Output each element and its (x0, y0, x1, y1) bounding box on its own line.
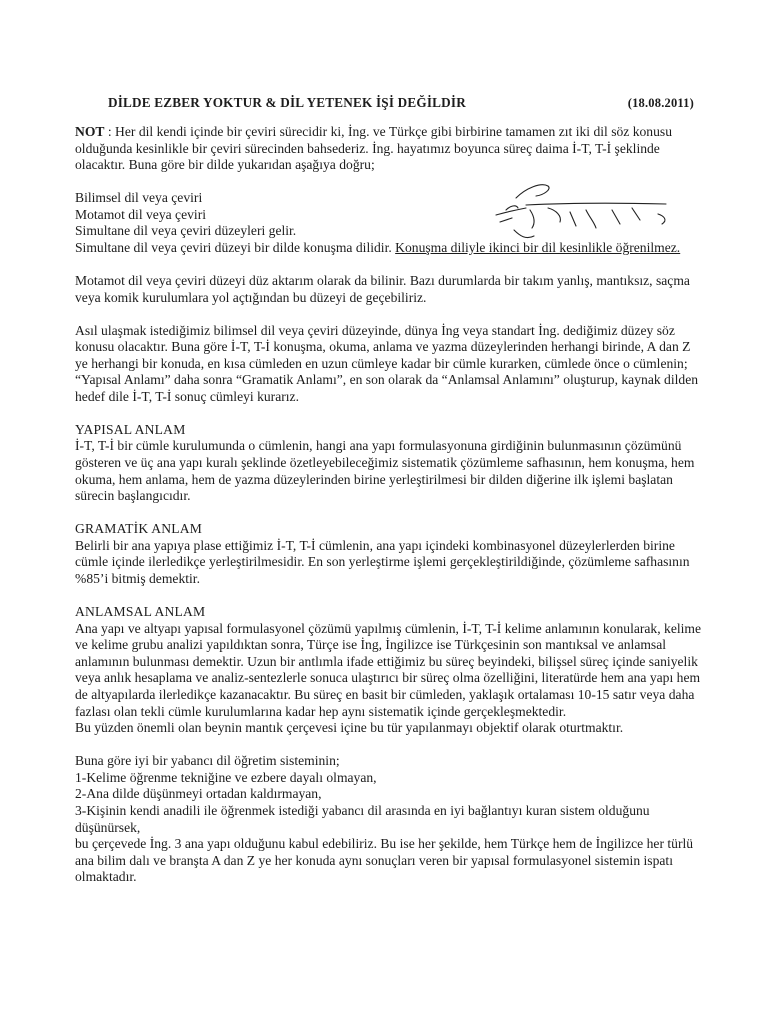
conclusion-item: 1-Kelime öğrenme tekniğine ve ezbere dayalı olmayan, (75, 769, 377, 785)
title-row (108, 95, 694, 111)
level-text: Simultane dil veya çeviri düzeyi bir dilde konuşma dilidir. (75, 239, 396, 255)
note-text: : Her dil kendi içinde bir çeviri sürecidir ki, İng. ve Türkçe gibi birbirine tamamen zıt iki dil söz konusu olduğunda kesinlikle bir çeviri sürecinden bahsederiz. İng. hayatımız boyunca süreç daima İ-T, T-İ şeklinde olacaktır. Buna göre bir dilde yukarıdan aşağıya doğru; (75, 124, 672, 173)
level-line (75, 240, 704, 257)
note-paragraph (75, 124, 704, 174)
motamot-paragraph: Motamot dil veya çeviri düzeyi düz aktarım olarak da bilinir. Bazı durumlarda bir takım yanlış, mantıksız, saçma veya komik kurulumlara yol açtığından bu düzeyi de geçebiliriz. (75, 272, 690, 305)
main-paragraph: Asıl ulaşmak istediğimiz bilimsel dil veya çeviri düzeyinde, dünya İng veya standart İng. dediğimiz düzey söz konusu olacaktır. Buna göre İ-T, T-İ konuşma, okuma, anlama ve yazma düzeylerinden herhangi birinde, A dan Z ye herhangi bir konuda, en kısa cümleden en uzun cümleye kadar bir cümle kurarken, cümlede önce o cümlenin; “Yapısal Anlamı” daha sonra “Gramatik Anlamı”, en son olarak da “Anlamsal Anlamını” oluşturup, kaynak dilden hedef dile İ-T, T-İ sonuç cümleyi kurarız. (75, 322, 699, 404)
section-text-gramatik: Belirli bir ana yapıya plase ettiğimiz İ-T, T-İ cümlenin, ana yapı içindeki kombinasyonel düzeylerlerden birine cümle içinde ilerledikçe yerleştirilmesidir. En son yerleştirme işlemi gerçekleştirildiğinde, çözümleme safhasının %85’i bitmiş demektir. (75, 537, 690, 587)
document-date: (18.08.2011) (627, 96, 694, 110)
level-line: Simultane dil veya çeviri düzeyleri gelir. (75, 223, 297, 239)
section-text-anlamsal-conclusion: Bu yüzden önemli olan beynin mantık çerçevesi içine bu tür yapılanmayı objektif olarak oturtmaktır. (75, 720, 624, 736)
conclusion-final: bu çerçevede İng. 3 ana yapı olduğunu kabul edebiliriz. Bu ise her şekilde, hem Türkçe hem de İngilizce her türlü ana bilim dalı ve branşta A dan Z ye her konuda aynı sonuçları veren bir yapısal formulasyonel sistemin ispatı olmaktadır. (75, 836, 694, 885)
underlined-statement: Konuşma diliyle ikinci bir dil kesinlikle öğrenilmez. (395, 239, 681, 255)
document-body (75, 124, 704, 886)
section-text-anlamsal: Ana yapı ve altyapı yapısal formulasyonel çözümü yapılmış cümlenin, İ-T, T-İ kelime anlamının konularak, kelime ve kelime grubu analizi yapıldıktan sonra, Türçe ise İng, İngilizce ise Türkçesinin son mantıksal ve anlamsal anlamının bulunması demektir. Uzun bir antlımla ifade ettiğimiz bu süreç beyindeki, bilişsel süreç içinde saniyelik veya anlık hesaplama ve analiz-sentezlerle sonuca ulaştırıcı bir süreç olma özelliğini, literatürde hem ana yapı hem de altyapılarda ilerledikçe kazanacaktır. Bu süreç en basit bir cümleden, yaklaşık ortalaması 10-15 satır veya daha fazlası olan tekli cümle kurulumlarına kadar hep aynı sistematik içinde gerçekleşmektedir. (75, 620, 702, 719)
section-text-yapisal: İ-T, T-İ bir cümle kurulumunda o cümlenin, hangi ana yapı formulasyonuna girdiğinin bulunmasının çözümünü gösteren ve üç ana yapı kuralı şeklinde özetleyebileceğimiz sistematik çözümleme safhasının, hem konuşma, hem okuma, hem anlama, hem de yazma düzeylerinden birine yerleştirilmesi bir dilden diğerine ilk işlemi başlatan sürecin başlangıcıdır. (75, 438, 695, 504)
document-title: DİLDE EZBER YOKTUR & DİL YETENEK İŞİ DEĞİLDİR (108, 95, 466, 110)
level-line: Bilimsel dil veya çeviri (75, 190, 203, 206)
section-heading-anlamsal: ANLAMSAL ANLAM (75, 604, 206, 619)
note-label: NOT (75, 124, 105, 139)
conclusion-item: 2-Ana dilde düşünmeyi ortadan kaldırmayan, (75, 786, 322, 802)
level-line: Motamot dil veya çeviri (75, 206, 206, 222)
section-heading-yapisal: YAPISAL ANLAM (75, 421, 186, 437)
conclusion-item: 3-Kişinin kendi anadili ile öğrenmek istediği yabancı dil arasında en iyi bağlantıyı kuran sistem olduğunu düşünürsek, (75, 802, 650, 835)
section-heading-gramatik: GRAMATİK ANLAM (75, 521, 203, 537)
conclusion-intro: Buna göre iyi bir yabancı dil öğretim sisteminin; (75, 753, 340, 769)
